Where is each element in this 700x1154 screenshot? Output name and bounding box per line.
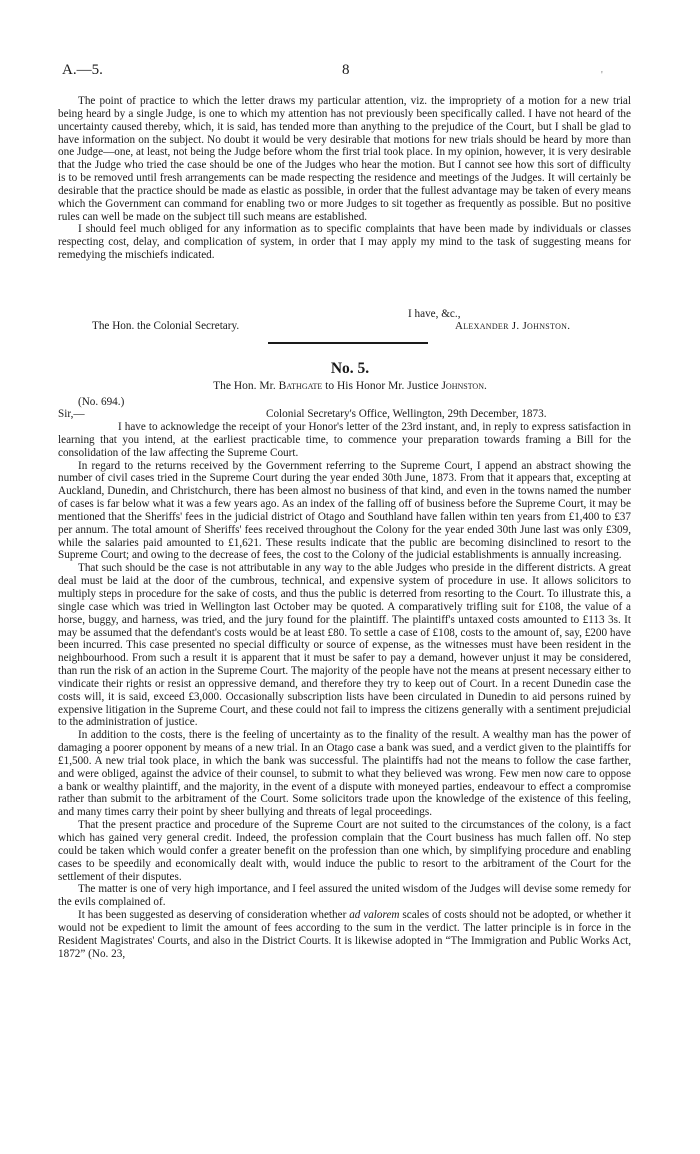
last-after: scales of costs should not be adopted, or whether it would not be expedient to limit the amount of fees according to the sum in the verdict. The latter principle is in force in the Resident Magistrates' Courts, and also in the District Courts. It is likewise adopted in “The Immigration and Public Works Act, 1872” (No. 23, xyxy=(58,909,632,960)
letter4-paragraph: The point of practice to which the letter draws my particular attention, viz. the impropriety of a motion for a new trial being heard by a single Judge, is one to which my attention has not previously been specifically called. I have not heard of the uncertainty caused thereby, which, it is said, has tended more than anything to the prejudice of the Court, but I shall be glad to have information on the subject. No doubt it would be very desirable that motions for new trials should be heard by more than one Judge—one, at least, not being the Judge before whom the first trial took place. In my opinion, however, it is very desirable that the Judge who tried the case should be one of the Judges who hear the motion. But I cannot see how this sort of difficulty is to be removed until fresh arrangements can be made respecting the residence and meetings of the Judges. It will certainly be desirable that the practice should be made as elastic as possible, in order that the fullest advantage may be taken of every means which the Government can command for enabling two or more Judges to sit together as frequently as possible. But no positive rules can well be made on the subject till such means are established. xyxy=(58,95,631,223)
header-reference: A.—5. xyxy=(62,62,103,78)
letter5-dateline: Colonial Secretary's Office, Wellington, 29th December, 1873. xyxy=(266,408,547,420)
margin-mark: ' xyxy=(601,70,603,81)
title-prefix: The Hon. Mr. xyxy=(213,380,276,392)
last-before: It has been suggested as deserving of consideration whether xyxy=(78,909,347,922)
letter5-paragraph: In addition to the costs, there is the feeling of uncertainty as to the finality of the result. A wealthy man has the power of damaging a poorer opponent by means of a new trial. In an Otago case a bank was sued, and a verdict given to the plaintiffs for £1,500. A new trial took place, in which the bank was successful. The plaintiffs had not the means to follow the case farther, and were obliged, against the advice of their counsel, to submit to what they believed was wrong. Few men now care to oppose a bank or wealthy plaintiff, and the majority, in the event of a dispute with moneyed parties, endeavour to effect a compromise rather than submit to the arbitrament of the Court. Some solicitors trade upon the knowledge of the existence of this feeling, and many times carry their point by sheer bullying and threats of legal proceedings. xyxy=(58,729,631,819)
letter5-title xyxy=(0,380,700,392)
letter5-number: No. 5. xyxy=(330,360,370,377)
letter5-paragraph: I have to acknowledge the receipt of your Honor's letter of the 23rd instant, and, in reply to express satisfaction in learning that you intend, at the earliest practicable time, to commence your preparation towards framing a Bill for the consolidation of the law affecting the Supreme Court. xyxy=(58,421,631,459)
letter4-closing: I have, &c., xyxy=(408,308,461,320)
letter5-salutation: Sir,— xyxy=(58,408,85,420)
letter5-paragraph: The matter is one of very high importance, and I feel assured the united wisdom of the Judges will devise some remedy for the evils complained of. xyxy=(58,883,631,909)
letter5-paragraph: In regard to the returns received by the Government referring to the Supreme Court, I append an abstract showing the number of civil cases tried in the Supreme Court during the year ended 30th June, 1873. From that it appears that, excepting at Auckland, Dunedin, and Christchurch, there has been almost no business of that kind, and even in the towns named the number of cases is far below what it was a few years ago. As an index of the falling off of business before the Supreme Court, it may be mentioned that the Sheriffs' fees in the judicial district of Otago and Southland have fallen within ten years from £1,400 to £37 per annum. The total amount of Sheriffs' fees received throughout the Colony for the year ended 30th June last was only £309, while the salaries paid amounted to £1,621. These results indicate that the public are becoming disinclined to resort to the Supreme Court; and owing to the decrease of fees, the cost to the Colony of the judicial establishments is annually increasing. xyxy=(58,459,631,562)
title-from: Bathgate xyxy=(278,380,323,392)
letter4-paragraph: I should feel much obliged for any information as to specific complaints that have been made by individuals or classes respecting cost, delay, and complication of system, in order that I may apply my mind to the task of suggesting means for remedying the mischiefs indicated. xyxy=(58,223,631,262)
page-number: 8 xyxy=(342,62,350,78)
letter5-paragraph-last xyxy=(58,909,631,960)
letter5-paragraph: That such should be the case is not attributable in any way to the able Judges who preside in the different districts. A great deal must be laid at the door of the cumbrous, technical, and expensive system of procedure in use. It allows solicitors to multiply steps in procedure for the sake of costs, and thus the public is deterred from resorting to the Court. To illustrate this, a single case which was tried in Wellington last October may be quoted. A comparatively trifling suit for £108, the value of a horse, buggy, and harness, was tried, and the jury found for the plaintiff. The plaintiff's untaxed costs amounted to £113 3s. It may be assumed that the defendant's costs would be at least £80. To settle a case of £108, costs to the amount of, say, £200 have been incurred. This case presented no special difficulty or source of expense, as the witnesses must have been resident in the neighbourhood. From such a result it is apparent that it must be safer to pay a demand, however unjust it may be considered, than run the risk of an action in the Supreme Court. The majority of the people have not the means at present necessary either to vindicate their rights or resist an oppressive demand, and therefore they try to keep out of Court. In a recent Dunedin case the costs will, it is said, exceed £3,000. Occasionally subscription lists have been circulated in Dunedin to aid persons ruined by expensive litigation in the Supreme Court, and these could not fail to impress the citizens generally with a sentiment prejudicial to the administration of justice. xyxy=(58,562,631,729)
letter4-body xyxy=(58,95,631,262)
last-italic: ad valorem xyxy=(349,909,400,922)
letter4-signature: Alexander J. Johnston. xyxy=(455,320,571,332)
letter5-ref-no: (No. 694.) xyxy=(78,396,125,408)
letter4-recipient: The Hon. the Colonial Secretary. xyxy=(92,320,240,332)
title-to: Johnston. xyxy=(441,380,487,392)
section-divider xyxy=(268,342,428,344)
letter5-body xyxy=(58,421,631,960)
title-mid: to His Honor Mr. Justice xyxy=(325,380,439,392)
letter5-paragraph: That the present practice and procedure of the Supreme Court are not suited to the circumstances of the colony, is a fact which has gained very general credit. Indeed, the profession complain that the Court business has much fallen off. No step could be taken which would confer a greater benefit on the profession than one which, by simplifying procedure and enabling cases to be speedily and economically dealt with, would induce the public to resort to the arbitrament of the Court for the settlement of their disputes. xyxy=(58,819,631,883)
